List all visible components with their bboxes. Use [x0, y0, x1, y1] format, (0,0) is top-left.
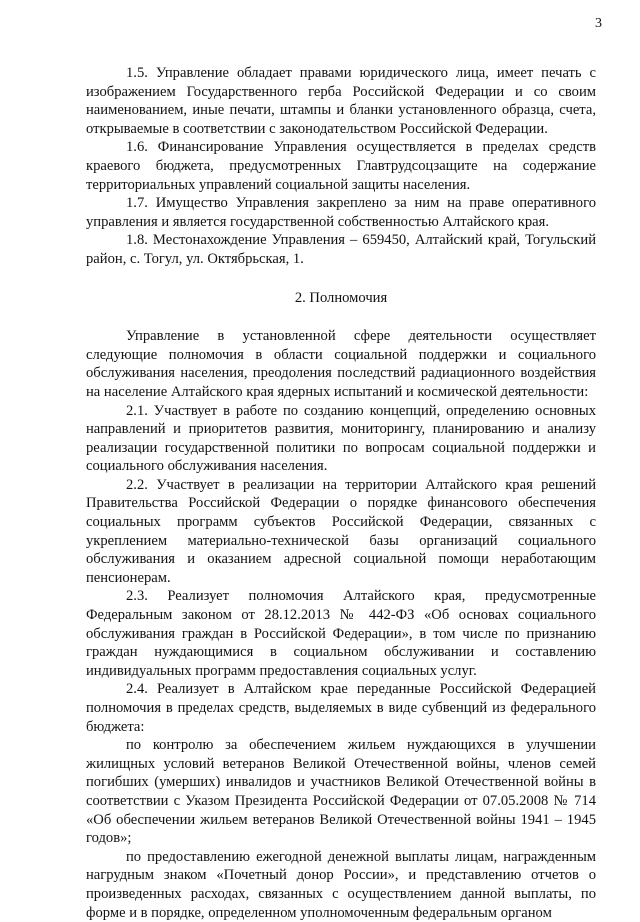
- page-number: 3: [595, 16, 602, 31]
- paragraph-2-2: 2.2. Участвует в реализации на территории Алтайского края решений Правительства Российской Федерации о порядке финансового обеспечения социальных программ субъектов Российской Федерации, связанных с укреплением материально-технической базы организаций социального обслуживания и оказанием адресной социальной помощи неработающим пенсионерам.: [86, 476, 596, 586]
- section-heading: 2. Полномочия: [294, 289, 388, 306]
- document-body: [86, 64, 596, 922]
- paragraph-1-5: 1.5. Управление обладает правами юридического лица, имеет печать с изображением Государственного герба Российской Федерации и со своим наименованием, иные печати, штампы и бланки установленного образца, счета, открываемые в соответствии с законодательством Российской Федерации.: [86, 65, 596, 137]
- paragraph-1-7: 1.7. Имущество Управления закреплено за ним на праве оперативного управления и является государственной собственностью Алтайского края.: [86, 195, 596, 230]
- paragraph-2-4: 2.4. Реализует в Алтайском крае переданные Российской Федерацией полномочия в пределах средств, выделяемых в виде субвенций из федерального бюджета:: [86, 681, 596, 735]
- paragraph-2-1: 2.1. Участвует в работе по созданию концепций, определению основных направлений и приоритетов развития, мониторингу, планированию и анализу реализации государственной политики по вопросам социальной поддержки и социального обслуживания населения.: [86, 402, 596, 475]
- paragraph-1-6: 1.6. Финансирование Управления осуществляется в пределах средств краевого бюджета, предусмотренных Главтрудсоцзащите на содержание территориальных управлений социальной защиты населения.: [86, 139, 596, 193]
- paragraph-intro: Управление в установленной сфере деятельности осуществляет следующие полномочия в области социальной поддержки и социального обслуживания населения, преодоления последствий радиационного воздействия на население Алтайского края ядерных испытаний и космической деятельности:: [86, 328, 596, 400]
- paragraph-2-3: 2.3. Реализует полномочия Алтайского края, предусмотренные Федеральным законом от 28.12.2013 № 442-ФЗ «Об основах социального обслуживания граждан в Российской Федерации», в том числе по признанию граждан нуждающимися в социальном обслуживании и составлению индивидуальных программ предоставления социальных услуг.: [86, 588, 596, 679]
- paragraph-2-4-donor: по предоставлению ежегодной денежной выплаты лицам, награжденным нагрудным знаком «Почетный донор России», и представлению отчетов о произведенных расходах, связанных с осуществлением данной выплаты, по форме и в порядке, определенном уполномоченным федеральным органом: [86, 848, 596, 921]
- paragraph-1-8: 1.8. Местонахождение Управления – 659450, Алтайский край, Тогульский район, с. Тогул, ул. Октябрьская, 1.: [86, 232, 596, 267]
- paragraph-2-4-housing: по контролю за обеспечением жильем нуждающихся в улучшении жилищных условий ветеранов Великой Отечественной войны, членов семей погибших (умерших) инвалидов и участников Великой Отечественной войны в соответствии с Указом Президента Российской Федерации от 07.05.2008 № 714 «Об обеспечении жильем ветеранов Великой Отечественной войны 1941 – 1945 годов»;: [86, 737, 596, 847]
